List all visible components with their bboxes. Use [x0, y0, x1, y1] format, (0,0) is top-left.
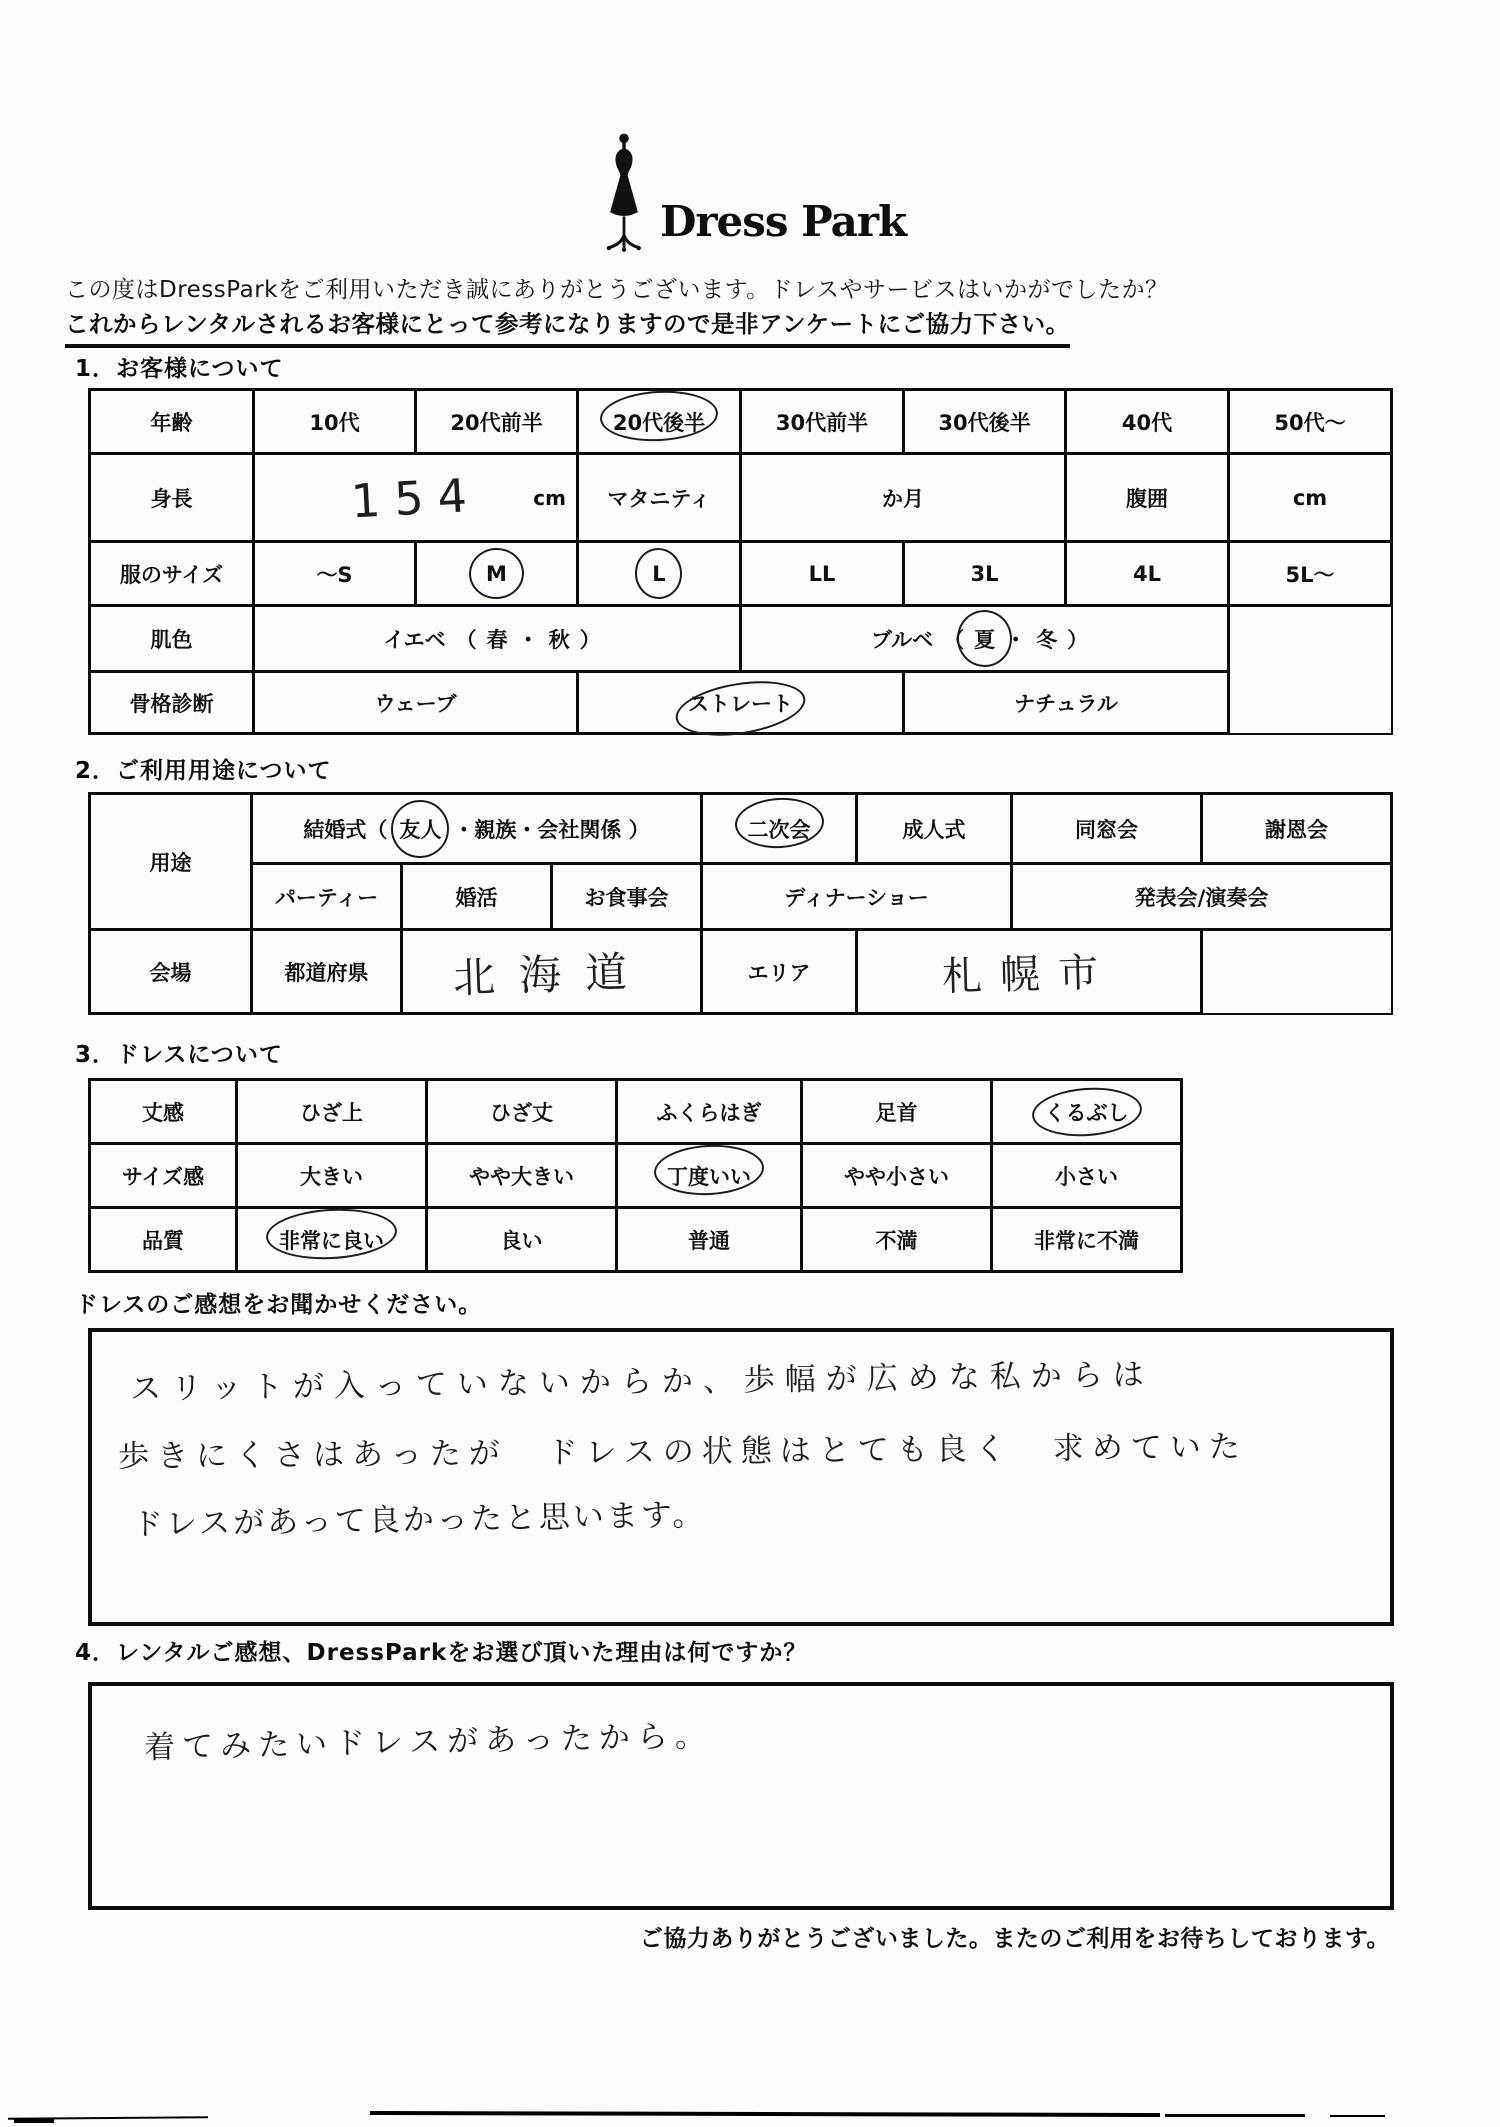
- length-option-cell: 足首: [802, 1080, 992, 1144]
- height-row: [90, 454, 1392, 542]
- skin-cool-option: 冬: [1036, 627, 1058, 652]
- wedding-prefix: 結婚式（: [303, 817, 388, 842]
- rental-reason-box: [88, 1682, 1394, 1910]
- purpose-row-1: [90, 794, 1392, 864]
- size-option-cell: 4L: [1066, 542, 1229, 606]
- length-row: [90, 1080, 1182, 1144]
- purpose-option-cell: お食事会: [552, 864, 702, 930]
- paren: （: [943, 627, 965, 652]
- skin-warm-option: 秋: [548, 627, 570, 652]
- handdrawn-circle: L: [652, 561, 666, 586]
- handdrawn-circle: 二次会: [748, 814, 811, 844]
- paren: （: [455, 627, 477, 652]
- maternity-months-cell: か月: [741, 454, 1066, 542]
- size-option-cell: LL: [741, 542, 904, 606]
- length-option-cell: ひざ丈: [427, 1080, 617, 1144]
- scan-artifact-line: [1330, 2115, 1385, 2117]
- handdrawn-circle: 20代後半: [613, 407, 705, 437]
- length-label: 丈感: [90, 1080, 237, 1144]
- age-option-cell: 20代前半: [416, 390, 578, 454]
- purpose-option-cell-selected: [702, 794, 857, 864]
- area-handwritten-value: 札幌市: [941, 949, 1117, 1001]
- frame-option-cell-selected: [578, 672, 904, 734]
- brand-name: Dress Park: [660, 197, 907, 246]
- frame-option-cell: ウェーブ: [254, 672, 578, 734]
- handdrawn-circle: くるぶし: [1045, 1097, 1129, 1127]
- handdrawn-circle: 丁度いい: [667, 1161, 751, 1191]
- fit-option-cell: やや小さい: [802, 1144, 992, 1208]
- purpose-option-cell: 成人式: [857, 794, 1012, 864]
- scan-artifact-line: [370, 2111, 1160, 2117]
- scan-artifact-line: [1165, 2114, 1305, 2117]
- handdrawn-circle: 非常に良い: [279, 1225, 384, 1255]
- age-option-cell: 40代: [1066, 390, 1229, 454]
- height-label: 身長: [90, 454, 254, 542]
- handdrawn-circle: 友人: [399, 814, 441, 844]
- purpose-label: 用途: [90, 794, 252, 930]
- purpose-option-cell: パーティー: [252, 864, 402, 930]
- handwritten-answer-line: 着てみたいドレスがあったから。: [143, 1718, 714, 1766]
- table-filler: [1229, 606, 1392, 672]
- waist-label: 腹囲: [1066, 454, 1229, 542]
- paren: ）: [579, 627, 601, 652]
- prefecture-handwritten-value: 北海道: [451, 946, 652, 1002]
- purpose-option-cell: 謝恩会: [1202, 794, 1392, 864]
- frame-label: 骨格診断: [90, 672, 254, 734]
- fit-label: サイズ感: [90, 1144, 237, 1208]
- intro-request-text: これからレンタルされるお客様にとって参考になりますので是非アンケートにご協力下さい。: [65, 305, 1070, 348]
- maternity-label: マタニティ: [578, 454, 741, 542]
- section3-title: 3．ドレスについて: [75, 1042, 283, 1068]
- usage-table: [88, 792, 1393, 1015]
- quality-option-cell: 普通: [617, 1208, 802, 1272]
- frame-diagnosis-row: [90, 672, 1392, 734]
- skin-warm-option: 春: [486, 627, 508, 652]
- length-option-cell-selected: [992, 1080, 1182, 1144]
- handdrawn-circle: 夏: [974, 624, 995, 654]
- purpose-option-cell: ディナーショー: [702, 864, 1012, 930]
- quality-row: [90, 1208, 1182, 1272]
- handdrawn-circle: ストレート: [688, 688, 793, 718]
- size-option-cell: ～S: [254, 542, 416, 606]
- prefecture-value-cell: [402, 930, 702, 1014]
- age-option-cell: 10代: [254, 390, 416, 454]
- quality-option-cell: 非常に不満: [992, 1208, 1182, 1272]
- dress-feedback-table: [88, 1078, 1183, 1273]
- skin-tone-label: 肌色: [90, 606, 254, 672]
- handwritten-comment-line: 歩きにくさはあったが ドレスの状態はとても良く 求めていた: [117, 1429, 1248, 1475]
- age-row: [90, 390, 1392, 454]
- height-handwritten-value: 154: [349, 467, 482, 528]
- section4-title: 4．レンタルご感想、DressParkをお選び頂いた理由は何ですか？: [75, 1640, 808, 1666]
- size-option-cell: 3L: [904, 542, 1066, 606]
- area-label: エリア: [702, 930, 857, 1014]
- frame-option-cell: ナチュラル: [904, 672, 1229, 734]
- fit-option-cell: 小さい: [992, 1144, 1182, 1208]
- skin-cool-name: ブルベ: [870, 627, 934, 652]
- purpose-option-cell: 婚活: [402, 864, 552, 930]
- height-value-cell: [254, 454, 578, 542]
- brand-logo: [598, 124, 906, 262]
- age-option-cell: 30代前半: [741, 390, 904, 454]
- purpose-option-cell: 同窓会: [1012, 794, 1202, 864]
- age-option-cell: 50代～: [1229, 390, 1392, 454]
- age-option-cell-selected: [578, 390, 741, 454]
- quality-label: 品質: [90, 1208, 237, 1272]
- fit-option-cell: 大きい: [237, 1144, 427, 1208]
- section2-title: 2．ご利用用途について: [75, 758, 332, 784]
- fit-option-cell: やや大きい: [427, 1144, 617, 1208]
- purpose-wedding-cell: [252, 794, 702, 864]
- wedding-suffix: ・親族・会社関係 ）: [453, 817, 650, 842]
- skin-cool-cell: [741, 606, 1229, 672]
- fit-option-cell-selected: [617, 1144, 802, 1208]
- table-filler: [1229, 672, 1392, 734]
- clothing-size-row: [90, 542, 1392, 606]
- scan-artifact-blob: [14, 2119, 54, 2123]
- skin-warm-name: イエベ: [383, 627, 446, 652]
- footer-thanks-text: ご協力ありがとうございました。またのご利用をお待ちしております。: [639, 1926, 1390, 1952]
- handwritten-comment-line: スリットが入っていないからか、歩幅が広めな私からは: [129, 1356, 1155, 1408]
- dress-form-icon: [598, 124, 650, 262]
- skin-warm-cell: [254, 606, 741, 672]
- waist-unit-cell: cm: [1229, 454, 1392, 542]
- section1-title: 1．お客様について: [75, 356, 284, 382]
- length-option-cell: ひざ上: [237, 1080, 427, 1144]
- quality-option-cell: 不満: [802, 1208, 992, 1272]
- height-unit: cm: [533, 485, 566, 510]
- size-option-cell-selected: [578, 542, 741, 606]
- paren: ）: [1067, 627, 1089, 652]
- customer-info-table: [88, 388, 1393, 735]
- length-option-cell: ふくらはぎ: [617, 1080, 802, 1144]
- venue-label: 会場: [90, 930, 252, 1014]
- quality-option-cell-selected: [237, 1208, 427, 1272]
- intro-thanks-text: この度はDressParkをご利用いただき誠にありがとうございます。ドレスやサービスはいかがでしたか？: [65, 277, 1169, 303]
- dress-comment-box: [88, 1328, 1394, 1626]
- size-option-cell: 5L～: [1229, 542, 1392, 606]
- table-filler: [1202, 930, 1392, 1014]
- quality-option-cell: 良い: [427, 1208, 617, 1272]
- clothing-size-label: 服のサイズ: [90, 542, 254, 606]
- fit-row: [90, 1144, 1182, 1208]
- handdrawn-circle: M: [486, 561, 507, 586]
- venue-row: [90, 930, 1392, 1014]
- age-option-cell: 30代後半: [904, 390, 1066, 454]
- purpose-option-cell: 発表会/演奏会: [1012, 864, 1392, 930]
- separator-dot: ・: [1005, 627, 1027, 652]
- prefecture-label: 都道府県: [252, 930, 402, 1014]
- area-value-cell: [857, 930, 1202, 1014]
- handwritten-comment-line: ドレスがあって良かったと思います。: [131, 1496, 707, 1544]
- age-label: 年齢: [90, 390, 254, 454]
- size-option-cell-selected: [416, 542, 578, 606]
- dress-comment-prompt: ドレスのご感想をお聞かせください。: [75, 1292, 483, 1318]
- separator-dot: ・: [517, 627, 539, 652]
- purpose-row-2: [90, 864, 1392, 930]
- skin-tone-row: [90, 606, 1392, 672]
